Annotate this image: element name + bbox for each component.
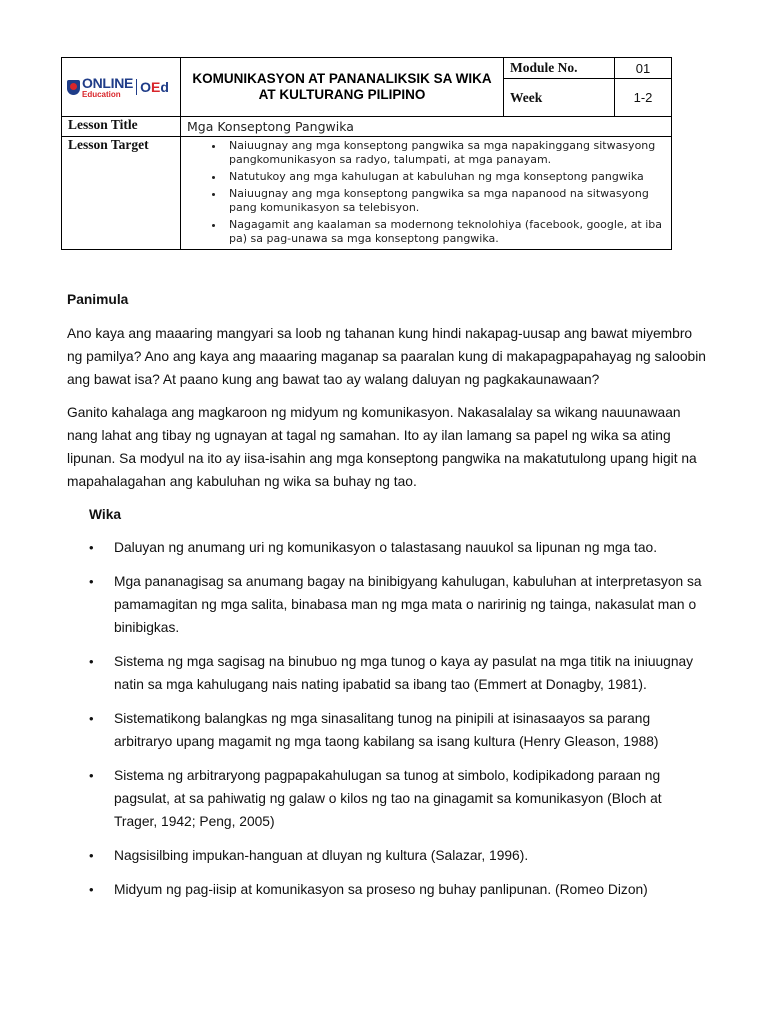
logo-education-text: Education (82, 89, 121, 99)
wika-definition-text: Daluyan ng anumang uri ng komunikasyon o talastasang nauukol sa lipunan ng mga tao. (114, 540, 658, 555)
list-item (67, 844, 707, 867)
bullet-icon: • (89, 711, 94, 726)
logo-oed-text: OEd (140, 79, 169, 95)
lesson-title-label: Lesson Title (62, 117, 181, 137)
course-title-cell (181, 58, 504, 117)
list-item (67, 650, 707, 696)
course-title-line1: KOMUNIKASYON AT PANANALIKSIK SA WIKA (192, 71, 492, 86)
wika-definition-text: Nagsisilbing impukan-hanguan at dluyan ng kultura (Salazar, 1996). (114, 848, 529, 863)
wika-heading: Wika (89, 507, 122, 522)
school-shield-icon (67, 80, 80, 95)
lesson-target-list (181, 137, 671, 249)
bullet-icon: • (89, 654, 94, 669)
intro-paragraph-2: Ganito kahalaga ang magkaroon ng midyum ng komunikasyon. Nakasalalay sa wikang nauunawaan nang lahat ang tibay ng ugnayan at tagal ng samahan. Ito ay ilan lamang sa papel ng wika sa ating lipunan. Sa modyul na ito ay iisa-isahin ang mga konseptong pangwika na makatutulong upang higit na mapahalagahan ang kabuluhan ng wika sa buhay ng tao. (67, 405, 697, 489)
lesson-target-item: • Naiuugnay ang mga konseptong pangwika sa mga napanood na sitwasyong pang komunikasyon sa telebisyon. (225, 187, 667, 215)
bullet-icon: • (89, 540, 94, 555)
online-education-logo (62, 76, 180, 99)
module-number-value: 01 (615, 58, 672, 79)
logo-cell (62, 58, 181, 117)
wika-definition-text: Sistema ng arbitraryong pagpapakahulugan sa tunog at simbolo, kodipikadong paraan ng pagsulat, at sa pahiwatig ng galaw o kilos ng tao na ginagamit sa komunikasyon (Bloch at Trager, 1942; Peng, 2005) (114, 768, 662, 829)
lesson-target-cell (181, 137, 672, 250)
wika-definition-list (67, 536, 707, 901)
lesson-target-item: • Naiuugnay ang mga konseptong pangwika sa mga napakinggang sitwasyong pangkomunikasyon sa radyo, talumpati, at mga panayam. (225, 139, 667, 167)
logo-divider (136, 79, 137, 95)
bullet-icon: • (89, 768, 94, 783)
intro-heading: Panimula (67, 292, 129, 307)
week-value: 1-2 (615, 79, 672, 117)
list-item (67, 878, 707, 901)
logo-online-text: ONLINE (82, 74, 134, 91)
lesson-title-value: Mga Konseptong Pangwika (181, 117, 672, 137)
wika-definition-text: Sistematikong balangkas ng mga sinasalitang tunog na pinipili at isinasaayos sa parang arbitraryo upang magamit ng mga taong kabilang sa isang kultura (Henry Gleason, 1988) (114, 711, 659, 749)
module-number-label: Module No. (504, 58, 615, 79)
wika-definition-text: Sistema ng mga sagisag na binubuo ng mga tunog o kaya ay pasulat na mga titik na iniuugnay natin sa mga kahulugang nais nating ipabatid sa ibang tao (Emmert at Donagby, 1981). (114, 654, 694, 692)
module-header-table (61, 57, 672, 250)
module-body (67, 288, 707, 912)
week-label: Week (504, 79, 615, 117)
bullet-icon: • (89, 848, 94, 863)
course-title (181, 71, 503, 103)
course-title-line2: AT KULTURANG PILIPINO (258, 87, 426, 102)
list-item (67, 764, 707, 833)
lesson-target-label: Lesson Target (62, 137, 181, 250)
lesson-target-item: • Natutukoy ang mga kahulugan at kabuluhan ng mga konseptong pangwika (225, 170, 667, 184)
bullet-icon: • (89, 882, 94, 897)
lesson-target-item: • Nagagamit ang kaalaman sa modernong teknolohiya (facebook, google, at iba pa) sa pag-unawa sa mga konseptong pangwika. (225, 218, 667, 246)
intro-paragraph-1: Ano kaya ang maaaring mangyari sa loob ng tahanan kung hindi nakapag-uusap ang bawat miyembro ng pamilya? Ano ang kaya ang maaaring maganap sa paaralan kung di makapagpapahayag ng saloobin ang bawat isa? At paano kung ang bawat tao ay walang daluyan ng pagkakaunawaan? (67, 326, 706, 387)
list-item (67, 707, 707, 753)
bullet-icon: • (89, 574, 94, 589)
wika-definition-text: Mga pananagisag sa anumang bagay na binibigyang kahulugan, kabuluhan at interpretasyon sa pamamagitan ng mga salita, binabasa man ng mga mata o naririnig ng tainga, nakasulat man o binibigkas. (114, 574, 702, 635)
wika-definition-text: Midyum ng pag-iisip at komunikasyon sa proseso ng buhay panlipunan. (Romeo Dizon) (114, 882, 648, 897)
list-item (67, 570, 707, 639)
list-item (67, 536, 707, 559)
